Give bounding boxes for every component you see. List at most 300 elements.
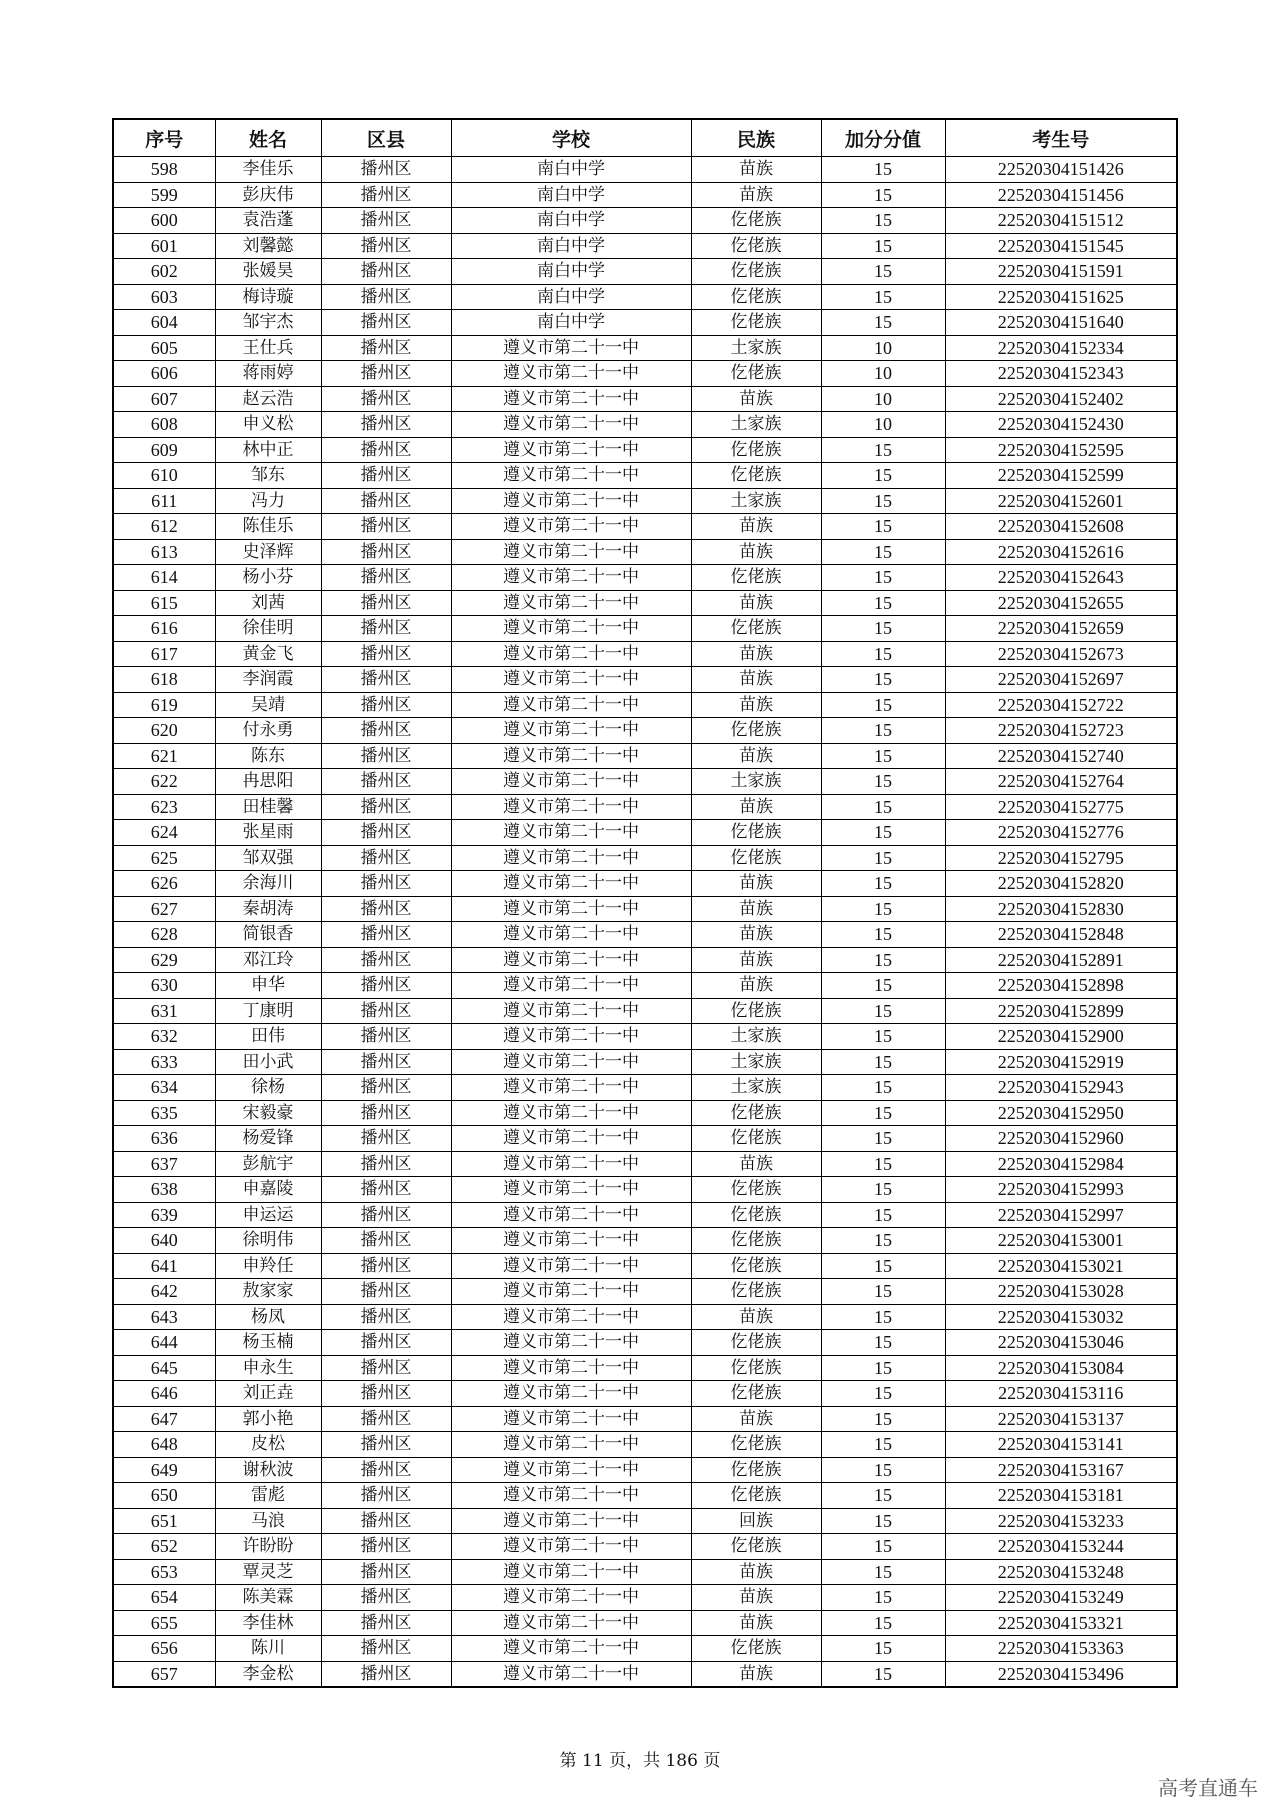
cell-district: 播州区 [321, 1228, 451, 1254]
cell-ethnicity: 苗族 [691, 1151, 821, 1177]
table-row [113, 667, 1177, 693]
cell-name: 李润霞 [215, 667, 321, 693]
cell-bonus: 15 [821, 1534, 945, 1560]
cell-exam-id: 22520304152402 [945, 386, 1177, 412]
table-header [113, 119, 1177, 157]
cell-ethnicity: 仡佬族 [691, 463, 821, 489]
cell-seq: 638 [113, 1177, 215, 1203]
cell-school: 遵义市第二十一中 [451, 386, 691, 412]
cell-district: 播州区 [321, 182, 451, 208]
cell-ethnicity: 仡佬族 [691, 1228, 821, 1254]
cell-district: 播州区 [321, 361, 451, 387]
cell-district: 播州区 [321, 157, 451, 183]
cell-school: 遵义市第二十一中 [451, 1661, 691, 1687]
cell-seq: 606 [113, 361, 215, 387]
cell-district: 播州区 [321, 1253, 451, 1279]
cell-name: 黄金飞 [215, 641, 321, 667]
cell-seq: 612 [113, 514, 215, 540]
cell-name: 李金松 [215, 1661, 321, 1687]
cell-seq: 622 [113, 769, 215, 795]
cell-district: 播州区 [321, 590, 451, 616]
cell-ethnicity: 苗族 [691, 1610, 821, 1636]
cell-ethnicity: 仡佬族 [691, 1381, 821, 1407]
cell-district: 播州区 [321, 1636, 451, 1662]
cell-seq: 644 [113, 1330, 215, 1356]
cell-exam-id: 22520304152984 [945, 1151, 1177, 1177]
cell-seq: 625 [113, 845, 215, 871]
cell-bonus: 15 [821, 1177, 945, 1203]
cell-seq: 635 [113, 1100, 215, 1126]
cell-bonus: 15 [821, 1610, 945, 1636]
cell-bonus: 15 [821, 1483, 945, 1509]
cell-name: 申义松 [215, 412, 321, 438]
cell-bonus: 15 [821, 1661, 945, 1687]
cell-name: 刘茜 [215, 590, 321, 616]
cell-exam-id: 22520304153032 [945, 1304, 1177, 1330]
cell-school: 遵义市第二十一中 [451, 412, 691, 438]
cell-exam-id: 22520304152898 [945, 973, 1177, 999]
cell-school: 遵义市第二十一中 [451, 667, 691, 693]
cell-seq: 618 [113, 667, 215, 693]
cell-ethnicity: 土家族 [691, 488, 821, 514]
cell-name: 申运运 [215, 1202, 321, 1228]
cell-seq: 616 [113, 616, 215, 642]
cell-district: 播州区 [321, 1483, 451, 1509]
cell-school: 遵义市第二十一中 [451, 335, 691, 361]
cell-district: 播州区 [321, 488, 451, 514]
cell-district: 播州区 [321, 463, 451, 489]
cell-ethnicity: 苗族 [691, 590, 821, 616]
cell-name: 杨玉楠 [215, 1330, 321, 1356]
cell-bonus: 15 [821, 1126, 945, 1152]
cell-ethnicity: 苗族 [691, 157, 821, 183]
cell-ethnicity: 苗族 [691, 1661, 821, 1687]
cell-bonus: 15 [821, 1151, 945, 1177]
table-row [113, 896, 1177, 922]
cell-exam-id: 22520304152673 [945, 641, 1177, 667]
cell-name: 彭庆伟 [215, 182, 321, 208]
cell-exam-id: 22520304152659 [945, 616, 1177, 642]
cell-name: 田伟 [215, 1024, 321, 1050]
cell-ethnicity: 仡佬族 [691, 1432, 821, 1458]
cell-school: 遵义市第二十一中 [451, 1432, 691, 1458]
cell-name: 陈川 [215, 1636, 321, 1662]
cell-bonus: 15 [821, 1100, 945, 1126]
cell-bonus: 15 [821, 641, 945, 667]
cell-seq: 652 [113, 1534, 215, 1560]
cell-exam-id: 22520304151456 [945, 182, 1177, 208]
cell-ethnicity: 苗族 [691, 667, 821, 693]
cell-bonus: 15 [821, 1304, 945, 1330]
cell-exam-id: 22520304153496 [945, 1661, 1177, 1687]
header-row [113, 119, 1177, 157]
cell-school: 遵义市第二十一中 [451, 616, 691, 642]
cell-exam-id: 22520304153321 [945, 1610, 1177, 1636]
cell-district: 播州区 [321, 1151, 451, 1177]
cell-bonus: 15 [821, 820, 945, 846]
cell-seq: 614 [113, 565, 215, 591]
cell-bonus: 15 [821, 1228, 945, 1254]
cell-seq: 621 [113, 743, 215, 769]
cell-district: 播州区 [321, 845, 451, 871]
cell-seq: 646 [113, 1381, 215, 1407]
cell-bonus: 15 [821, 233, 945, 259]
cell-bonus: 15 [821, 1279, 945, 1305]
table-row [113, 539, 1177, 565]
cell-school: 遵义市第二十一中 [451, 1610, 691, 1636]
table-row [113, 1585, 1177, 1611]
cell-school: 遵义市第二十一中 [451, 845, 691, 871]
cell-district: 播州区 [321, 1279, 451, 1305]
cell-name: 李佳林 [215, 1610, 321, 1636]
cell-seq: 656 [113, 1636, 215, 1662]
table-row [113, 259, 1177, 285]
cell-name: 宋毅豪 [215, 1100, 321, 1126]
cell-ethnicity: 苗族 [691, 743, 821, 769]
cell-seq: 619 [113, 692, 215, 718]
cell-exam-id: 22520304152943 [945, 1075, 1177, 1101]
cell-name: 邹东 [215, 463, 321, 489]
cell-school: 遵义市第二十一中 [451, 1534, 691, 1560]
cell-name: 雷彪 [215, 1483, 321, 1509]
cell-name: 付永勇 [215, 718, 321, 744]
cell-seq: 602 [113, 259, 215, 285]
cell-school: 遵义市第二十一中 [451, 1253, 691, 1279]
cell-name: 申羚任 [215, 1253, 321, 1279]
cell-seq: 629 [113, 947, 215, 973]
cell-school: 遵义市第二十一中 [451, 947, 691, 973]
header-ethnicity: 民族 [691, 119, 821, 157]
table-row [113, 845, 1177, 871]
cell-name: 覃灵芝 [215, 1559, 321, 1585]
cell-seq: 610 [113, 463, 215, 489]
table-row [113, 157, 1177, 183]
cell-bonus: 15 [821, 896, 945, 922]
cell-seq: 624 [113, 820, 215, 846]
cell-name: 张星雨 [215, 820, 321, 846]
table-row [113, 1457, 1177, 1483]
roster-sheet [112, 118, 1176, 1688]
cell-bonus: 15 [821, 973, 945, 999]
cell-district: 播州区 [321, 1177, 451, 1203]
cell-exam-id: 22520304152616 [945, 539, 1177, 565]
cell-name: 梅诗璇 [215, 284, 321, 310]
table-row [113, 947, 1177, 973]
cell-name: 张媛昊 [215, 259, 321, 285]
cell-ethnicity: 仡佬族 [691, 1279, 821, 1305]
cell-bonus: 15 [821, 1024, 945, 1050]
cell-school: 遵义市第二十一中 [451, 1100, 691, 1126]
cell-name: 申嘉陵 [215, 1177, 321, 1203]
cell-bonus: 15 [821, 259, 945, 285]
cell-ethnicity: 仡佬族 [691, 1636, 821, 1662]
cell-exam-id: 22520304152608 [945, 514, 1177, 540]
table-row [113, 1279, 1177, 1305]
cell-bonus: 15 [821, 463, 945, 489]
cell-seq: 605 [113, 335, 215, 361]
cell-bonus: 15 [821, 769, 945, 795]
table-row [113, 1330, 1177, 1356]
table-row [113, 1534, 1177, 1560]
cell-exam-id: 22520304153244 [945, 1534, 1177, 1560]
cell-exam-id: 22520304152775 [945, 794, 1177, 820]
cell-school: 遵义市第二十一中 [451, 692, 691, 718]
cell-exam-id: 22520304151625 [945, 284, 1177, 310]
cell-name: 杨爱锋 [215, 1126, 321, 1152]
cell-exam-id: 22520304152599 [945, 463, 1177, 489]
cell-exam-id: 22520304152764 [945, 769, 1177, 795]
cell-ethnicity: 苗族 [691, 514, 821, 540]
cell-ethnicity: 仡佬族 [691, 1253, 821, 1279]
table-row [113, 743, 1177, 769]
cell-district: 播州区 [321, 1330, 451, 1356]
cell-name: 冯力 [215, 488, 321, 514]
table-row [113, 1355, 1177, 1381]
table-row [113, 208, 1177, 234]
cell-exam-id: 22520304152795 [945, 845, 1177, 871]
cell-exam-id: 22520304152723 [945, 718, 1177, 744]
cell-school: 南白中学 [451, 284, 691, 310]
cell-seq: 626 [113, 871, 215, 897]
header-name: 姓名 [215, 119, 321, 157]
cell-school: 遵义市第二十一中 [451, 1330, 691, 1356]
cell-school: 南白中学 [451, 208, 691, 234]
cell-school: 南白中学 [451, 259, 691, 285]
cell-district: 播州区 [321, 871, 451, 897]
cell-name: 田小武 [215, 1049, 321, 1075]
cell-ethnicity: 仡佬族 [691, 284, 821, 310]
cell-ethnicity: 苗族 [691, 1304, 821, 1330]
cell-bonus: 15 [821, 1559, 945, 1585]
cell-seq: 627 [113, 896, 215, 922]
cell-exam-id: 22520304152740 [945, 743, 1177, 769]
cell-name: 陈美霖 [215, 1585, 321, 1611]
cell-exam-id: 22520304151426 [945, 157, 1177, 183]
table-row [113, 1304, 1177, 1330]
cell-exam-id: 22520304152899 [945, 998, 1177, 1024]
cell-ethnicity: 苗族 [691, 871, 821, 897]
cell-school: 遵义市第二十一中 [451, 1457, 691, 1483]
table-row [113, 1100, 1177, 1126]
cell-seq: 641 [113, 1253, 215, 1279]
cell-school: 遵义市第二十一中 [451, 1304, 691, 1330]
cell-district: 播州区 [321, 1406, 451, 1432]
cell-seq: 617 [113, 641, 215, 667]
cell-exam-id: 22520304151640 [945, 310, 1177, 336]
table-row [113, 718, 1177, 744]
cell-seq: 611 [113, 488, 215, 514]
cell-exam-id: 22520304152997 [945, 1202, 1177, 1228]
cell-bonus: 15 [821, 1457, 945, 1483]
page-footer: 第 11 页，共 186 页 [559, 1751, 721, 1771]
cell-ethnicity: 苗族 [691, 692, 821, 718]
cell-ethnicity: 苗族 [691, 182, 821, 208]
cell-exam-id: 22520304152343 [945, 361, 1177, 387]
cell-exam-id: 22520304152655 [945, 590, 1177, 616]
cell-exam-id: 22520304151591 [945, 259, 1177, 285]
cell-ethnicity: 仡佬族 [691, 1534, 821, 1560]
cell-bonus: 10 [821, 386, 945, 412]
cell-ethnicity: 仡佬族 [691, 616, 821, 642]
cell-school: 南白中学 [451, 182, 691, 208]
cell-school: 遵义市第二十一中 [451, 1024, 691, 1050]
table-row [113, 1253, 1177, 1279]
cell-seq: 633 [113, 1049, 215, 1075]
cell-ethnicity: 仡佬族 [691, 998, 821, 1024]
table-row [113, 922, 1177, 948]
cell-district: 播州区 [321, 437, 451, 463]
cell-exam-id: 22520304153167 [945, 1457, 1177, 1483]
cell-seq: 637 [113, 1151, 215, 1177]
cell-ethnicity: 仡佬族 [691, 845, 821, 871]
cell-seq: 651 [113, 1508, 215, 1534]
table-body [113, 157, 1177, 1688]
cell-bonus: 15 [821, 1636, 945, 1662]
table-row [113, 1202, 1177, 1228]
cell-district: 播州区 [321, 947, 451, 973]
cell-district: 播州区 [321, 284, 451, 310]
cell-seq: 640 [113, 1228, 215, 1254]
cell-bonus: 15 [821, 947, 945, 973]
cell-exam-id: 22520304152891 [945, 947, 1177, 973]
cell-bonus: 15 [821, 208, 945, 234]
cell-exam-id: 22520304152993 [945, 1177, 1177, 1203]
table-row [113, 590, 1177, 616]
cell-bonus: 15 [821, 157, 945, 183]
cell-name: 邹双强 [215, 845, 321, 871]
cell-district: 播州区 [321, 386, 451, 412]
cell-district: 播州区 [321, 539, 451, 565]
cell-name: 秦胡涛 [215, 896, 321, 922]
table-row [113, 182, 1177, 208]
cell-district: 播州区 [321, 820, 451, 846]
cell-school: 遵义市第二十一中 [451, 769, 691, 795]
cell-bonus: 15 [821, 1253, 945, 1279]
cell-ethnicity: 苗族 [691, 641, 821, 667]
cell-ethnicity: 仡佬族 [691, 1126, 821, 1152]
cell-district: 播州区 [321, 310, 451, 336]
cell-exam-id: 22520304152900 [945, 1024, 1177, 1050]
cell-seq: 603 [113, 284, 215, 310]
cell-district: 播州区 [321, 1126, 451, 1152]
cell-name: 陈东 [215, 743, 321, 769]
cell-ethnicity: 苗族 [691, 386, 821, 412]
cell-ethnicity: 土家族 [691, 769, 821, 795]
cell-exam-id: 22520304152430 [945, 412, 1177, 438]
cell-bonus: 15 [821, 718, 945, 744]
table-row [113, 335, 1177, 361]
cell-ethnicity: 苗族 [691, 1585, 821, 1611]
table-row [113, 1636, 1177, 1662]
cell-district: 播州区 [321, 259, 451, 285]
cell-ethnicity: 仡佬族 [691, 259, 821, 285]
cell-district: 播州区 [321, 641, 451, 667]
cell-exam-id: 22520304151545 [945, 233, 1177, 259]
cell-name: 申华 [215, 973, 321, 999]
cell-school: 遵义市第二十一中 [451, 1406, 691, 1432]
cell-name: 刘馨懿 [215, 233, 321, 259]
cell-ethnicity: 仡佬族 [691, 437, 821, 463]
cell-exam-id: 22520304152950 [945, 1100, 1177, 1126]
cell-bonus: 15 [821, 182, 945, 208]
cell-school: 遵义市第二十一中 [451, 1279, 691, 1305]
cell-bonus: 15 [821, 1330, 945, 1356]
table-row [113, 437, 1177, 463]
table-row [113, 565, 1177, 591]
cell-bonus: 15 [821, 667, 945, 693]
table-row [113, 361, 1177, 387]
cell-district: 播州区 [321, 616, 451, 642]
cell-exam-id: 22520304152960 [945, 1126, 1177, 1152]
table-row [113, 1381, 1177, 1407]
cell-ethnicity: 苗族 [691, 896, 821, 922]
cell-name: 许盼盼 [215, 1534, 321, 1560]
table-row [113, 871, 1177, 897]
table-row [113, 820, 1177, 846]
cell-seq: 623 [113, 794, 215, 820]
cell-ethnicity: 土家族 [691, 1049, 821, 1075]
cell-name: 邹宇杰 [215, 310, 321, 336]
cell-bonus: 15 [821, 1508, 945, 1534]
cell-ethnicity: 土家族 [691, 1024, 821, 1050]
cell-name: 蒋雨婷 [215, 361, 321, 387]
cell-seq: 657 [113, 1661, 215, 1687]
cell-bonus: 15 [821, 922, 945, 948]
cell-name: 徐杨 [215, 1075, 321, 1101]
cell-bonus: 15 [821, 871, 945, 897]
cell-bonus: 10 [821, 412, 945, 438]
cell-bonus: 15 [821, 1355, 945, 1381]
cell-district: 播州区 [321, 1508, 451, 1534]
cell-ethnicity: 苗族 [691, 973, 821, 999]
cell-bonus: 15 [821, 1381, 945, 1407]
cell-bonus: 15 [821, 514, 945, 540]
cell-name: 袁浩蓬 [215, 208, 321, 234]
cell-school: 遵义市第二十一中 [451, 1483, 691, 1509]
cell-district: 播州区 [321, 1049, 451, 1075]
cell-seq: 604 [113, 310, 215, 336]
cell-school: 遵义市第二十一中 [451, 1355, 691, 1381]
cell-bonus: 15 [821, 437, 945, 463]
cell-school: 遵义市第二十一中 [451, 488, 691, 514]
cell-bonus: 15 [821, 1406, 945, 1432]
cell-ethnicity: 仡佬族 [691, 718, 821, 744]
cell-seq: 649 [113, 1457, 215, 1483]
cell-ethnicity: 土家族 [691, 412, 821, 438]
cell-bonus: 15 [821, 1585, 945, 1611]
cell-exam-id: 22520304152848 [945, 922, 1177, 948]
cell-district: 播州区 [321, 1610, 451, 1636]
cell-seq: 632 [113, 1024, 215, 1050]
cell-district: 播州区 [321, 565, 451, 591]
cell-name: 敖家家 [215, 1279, 321, 1305]
cell-exam-id: 22520304153084 [945, 1355, 1177, 1381]
cell-school: 遵义市第二十一中 [451, 1636, 691, 1662]
cell-ethnicity: 仡佬族 [691, 820, 821, 846]
cell-district: 播州区 [321, 998, 451, 1024]
cell-school: 遵义市第二十一中 [451, 896, 691, 922]
cell-exam-id: 22520304152595 [945, 437, 1177, 463]
table-row [113, 1559, 1177, 1585]
cell-ethnicity: 仡佬族 [691, 208, 821, 234]
cell-district: 播州区 [321, 335, 451, 361]
cell-bonus: 15 [821, 1432, 945, 1458]
cell-seq: 636 [113, 1126, 215, 1152]
cell-district: 播州区 [321, 743, 451, 769]
cell-ethnicity: 苗族 [691, 947, 821, 973]
cell-name: 赵云浩 [215, 386, 321, 412]
cell-district: 播州区 [321, 1559, 451, 1585]
